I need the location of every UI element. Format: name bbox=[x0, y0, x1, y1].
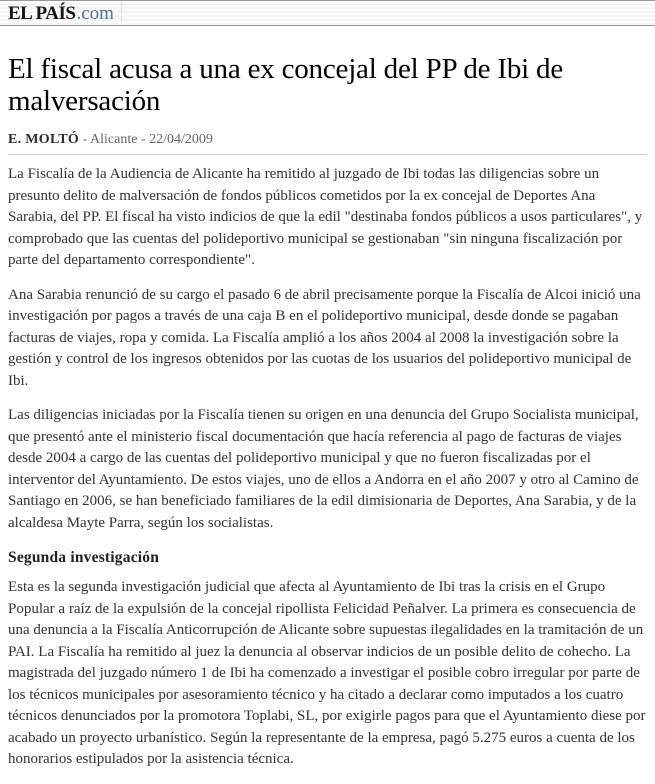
article-paragraph-4: Esta es la segunda investigación judicial que afecta al Ayuntamiento de Ibi tras la crisis en el Grupo Popular a raíz de la expulsión de la concejal ripollista Felicidad Peñalver. La primera es consecuencia de una denuncia a la Fiscalía Anticorrupción de Alicante sobre supuestas ilegalidades en la tramitación de un PAI. La Fiscalía ha remitido al juez la denuncia al observar indicios de un posible delito de cohecho. La magistrada del juzgado número 1 de Ibi ha comenzado a investigar el posible cobro irregular por parte de los técnicos municipales por asesoramiento técnico y ha citado a declarar como imputados a los cuatro técnicos denunciados por la promotora Toplabi, SL, por exigirle pagos para que el Ayuntamiento diese por acabado un proyecto urbanístico. Según la representante de la empresa, pagó 5.275 euros a cuenta de los honorarios estipulados por la asistencia técnica. bbox=[8, 579, 646, 767]
article-headline: El fiscal acusa a una ex concejal del PP de Ibi de malversación bbox=[8, 53, 564, 117]
article bbox=[0, 53, 655, 771]
article-paragraph-3: Las diligencias iniciadas por la Fiscalía tienen su origen en una denuncia del Grupo Socialista municipal, que presentó ante el ministerio fiscal documentación que hacía referencia al pago de facturas de viajes desde 2004 a cargo de las cuentas del polideportivo municipal y que no fueron fiscalizadas por el interventor del Ayuntamiento. De estos viajes, uno de ellos a Andorra en el año 2007 y otro al Camino de Santiago en 2006, se han beneficiado familiares de la edil dimisionaria de Deportes, Ana Sarabia, y de la alcaldesa Mayte Parra, según los socialistas. bbox=[8, 407, 639, 531]
byline-divider-rule bbox=[8, 154, 647, 155]
elpais-logo[interactable] bbox=[8, 4, 114, 23]
logo-dotted-divider bbox=[121, 3, 122, 23]
article-byline bbox=[8, 132, 647, 148]
elpais-logo-com-suffix: .com bbox=[76, 2, 114, 24]
byline-location-date: - Alicante - 22/04/2009 bbox=[79, 132, 213, 147]
site-header bbox=[0, 0, 655, 26]
article-subheading: Segunda investigación bbox=[8, 549, 160, 566]
byline-author: E. MOLTÓ bbox=[8, 132, 80, 147]
elpais-logo-wordmark: EL PAÍS bbox=[8, 2, 76, 24]
article-paragraph-1: La Fiscalía de la Audiencia de Alicante ha remitido al juzgado de Ibi todas las diligencias sobre un presunto delito de malversación de fondos públicos cometidos por la ex concejal de Deportes Ana Sarabia, del PP. El fiscal ha visto indicios de que la edil "destinaba fondos públicos a usos particulares", y comprobado que las cuentas del polideportivo municipal se gestionaban "sin ninguna fiscalización por parte del departamento correspondiente". bbox=[8, 166, 643, 268]
article-paragraph-2: Ana Sarabia renunció de su cargo el pasado 6 de abril precisamente porque la Fiscalía de Alcoi inició una investigación por pagos a través de una caja B en el polideportivo municipal, desde donde se pagaban facturas de viajes, ropa y comida. La Fiscalía amplió a los años 2004 al 2008 la investigación sobre la gestión y control de los ingresos obtenidos por las cuotas de los usuarios del polideportivo municipal de Ibi. bbox=[8, 286, 641, 389]
